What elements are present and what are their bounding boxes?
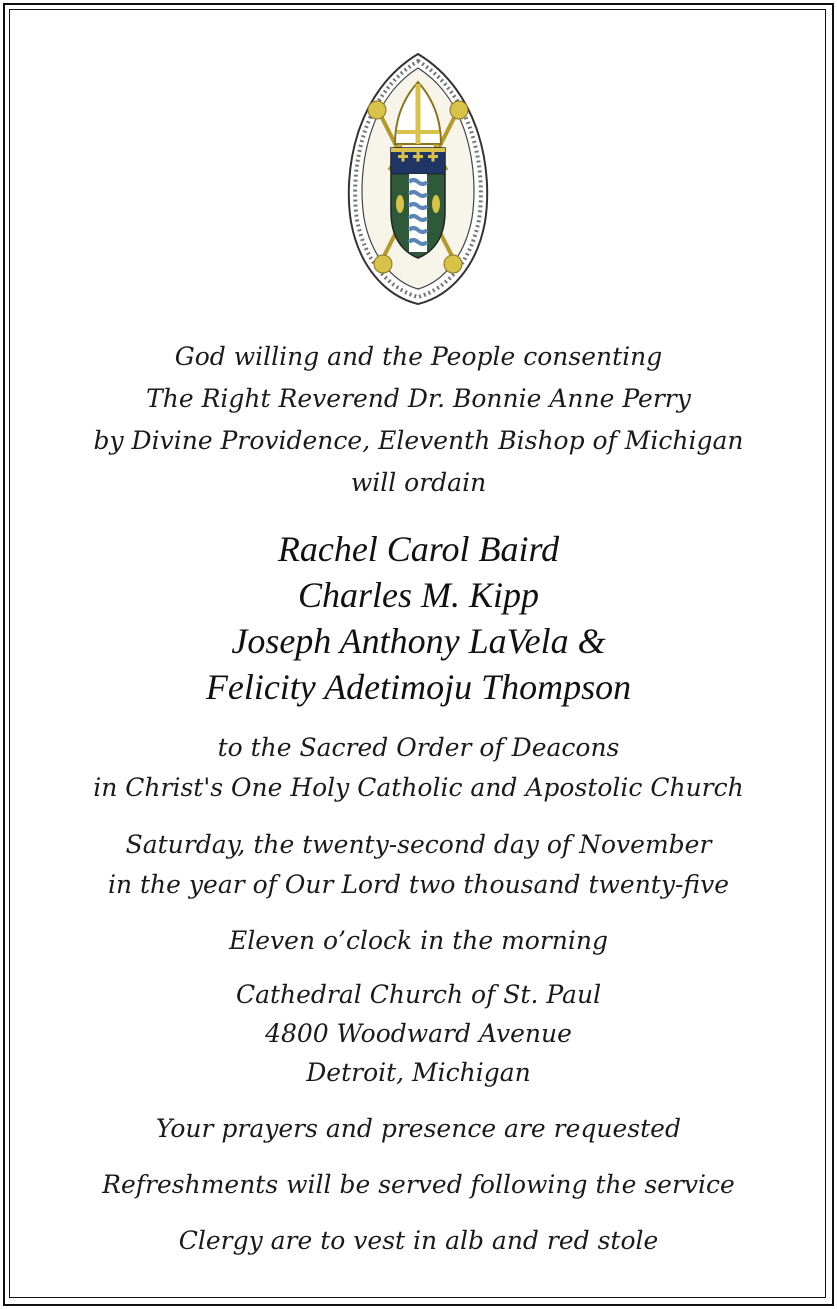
venue-block: [20, 975, 817, 1092]
announcement-line: God willing and the People consenting: [174, 342, 663, 371]
refreshments-note: Refreshments will be served following the service: [102, 1170, 735, 1199]
diocese-seal: [343, 52, 493, 306]
venue-city: Detroit, Michigan: [306, 1058, 531, 1087]
ordinand-names: [20, 526, 817, 710]
date-block: [20, 825, 817, 905]
announcement-line: The Right Reverend Dr. Bonnie Anne Perry: [146, 384, 691, 413]
announcement-line: will ordain: [350, 468, 487, 497]
order-line: in Christ's One Holy Catholic and Apostolic Church: [93, 773, 744, 802]
ordinand-name: Joseph Anthony LaVela &: [231, 621, 606, 661]
clergy-text: [20, 1220, 817, 1262]
ordinand-name: Charles M. Kipp: [297, 575, 539, 615]
clergy-vesting-note: Clergy are to vest in alb and red stole: [178, 1226, 659, 1255]
time-text: [20, 920, 817, 962]
date-line: Saturday, the twenty-second day of November: [125, 830, 712, 859]
shield-icon: [391, 148, 445, 258]
venue-name: Cathedral Church of St. Paul: [235, 980, 602, 1009]
venue-street: 4800 Woodward Avenue: [265, 1019, 572, 1048]
prayers-request: Your prayers and presence are requested: [156, 1114, 681, 1143]
refreshments-text: [20, 1164, 817, 1206]
date-line: in the year of Our Lord two thousand twenty-five: [107, 870, 730, 899]
order-block: [20, 728, 817, 808]
service-time: Eleven o’clock in the morning: [229, 926, 608, 955]
ordinand-name: Felicity Adetimoju Thompson: [205, 667, 632, 707]
prayers-text: [20, 1108, 817, 1150]
order-line: to the Sacred Order of Deacons: [217, 733, 620, 762]
announcement-line: by Divine Providence, Eleventh Bishop of Michigan: [93, 426, 744, 455]
announcement-block: [20, 336, 817, 504]
ordinand-name: Rachel Carol Baird: [277, 529, 560, 569]
